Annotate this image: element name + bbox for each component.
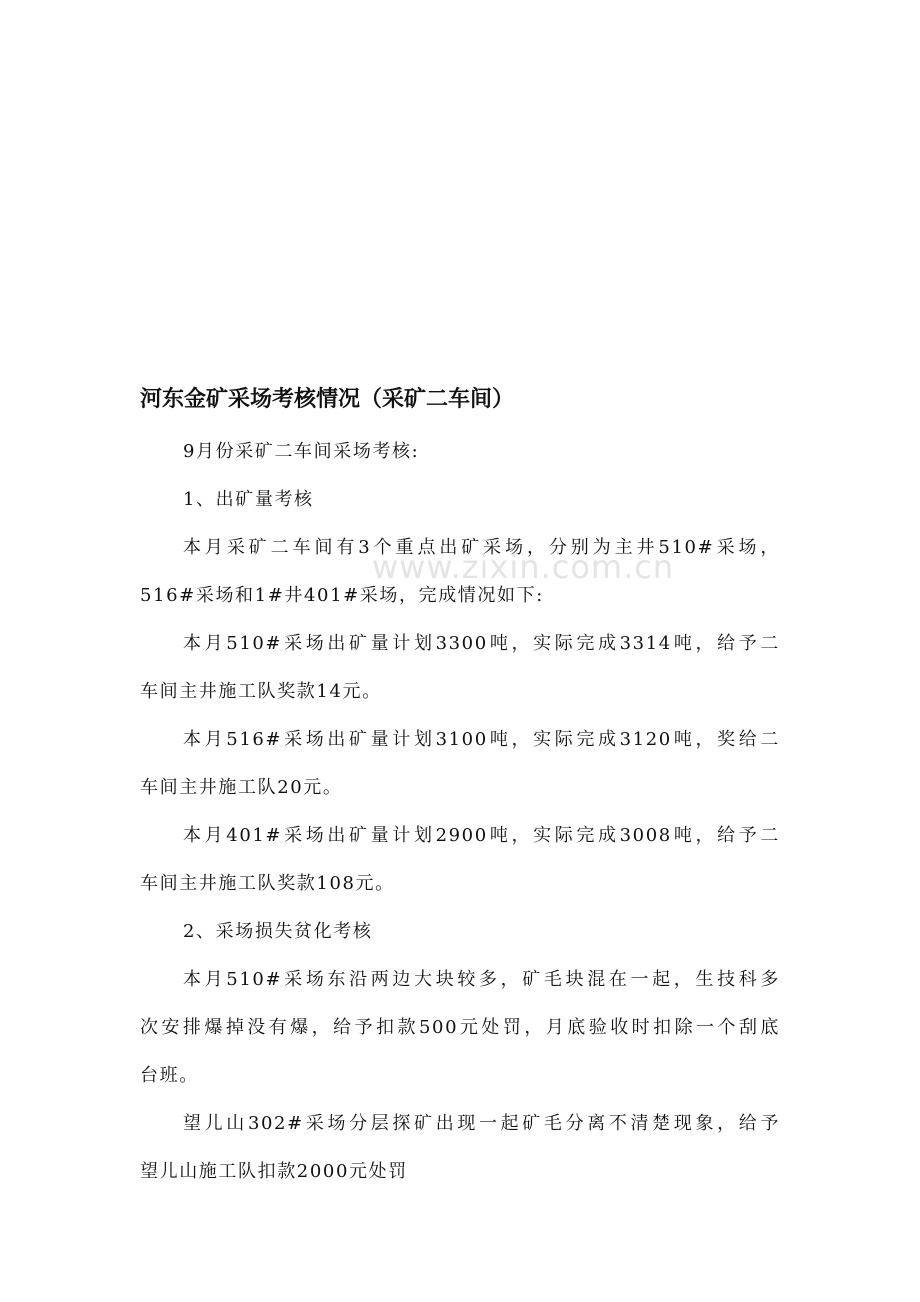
watermark: www.zixin.com.cn <box>372 548 675 586</box>
text-line: 望儿山施工队扣款2000元处罚 <box>140 1161 408 1182</box>
text-line: 车间主井施工队20元。 <box>140 777 343 798</box>
paragraph-stope-510-penalty <box>140 956 780 1100</box>
text-line: 本月516#采场出矿量计划3100吨，实际完成3120吨，奖给二 <box>183 729 780 750</box>
paragraph-stope-401 <box>140 812 780 908</box>
paragraph-stope-302-penalty <box>140 1100 780 1196</box>
text-line: 本月401#采场出矿量计划2900吨，实际完成3008吨，给予二 <box>183 825 780 846</box>
text-line: 台班。 <box>140 1065 199 1086</box>
text-line: 车间主井施工队奖款14元。 <box>140 681 382 702</box>
text-line: 次安排爆掉没有爆，给予扣款500元处罚，月底验收时扣除一个刮底 <box>140 1017 781 1038</box>
text-line: 本月采矿二车间有3个重点出矿采场，分别为主井510#采场， <box>183 537 780 558</box>
paragraph-stope-516 <box>140 716 780 812</box>
text-line: 车间主井施工队奖款108元。 <box>140 873 395 894</box>
section-heading-loss-dilution: 2、采场损失贫化考核 <box>183 921 373 942</box>
document-title: 河东金矿采场考核情况（采矿二车间） <box>140 387 515 412</box>
paragraph-stopes-overview <box>140 524 780 620</box>
section-heading-output: 1、出矿量考核 <box>183 489 314 510</box>
text-line: 516#采场和1#井401#采场，完成情况如下: <box>140 585 544 606</box>
text-line: 本月510#采场东沿两边大块较多，矿毛块混在一起，生技科多 <box>183 969 780 990</box>
paragraph-intro: 9月份采矿二车间采场考核: <box>183 441 420 462</box>
paragraph-stope-510 <box>140 620 780 716</box>
text-line: 本月510#采场出矿量计划3300吨，实际完成3314吨，给予二 <box>183 633 780 654</box>
text-line: 望儿山302#采场分层探矿出现一起矿毛分离不清楚现象，给予 <box>183 1113 780 1134</box>
document-body <box>140 383 780 1196</box>
